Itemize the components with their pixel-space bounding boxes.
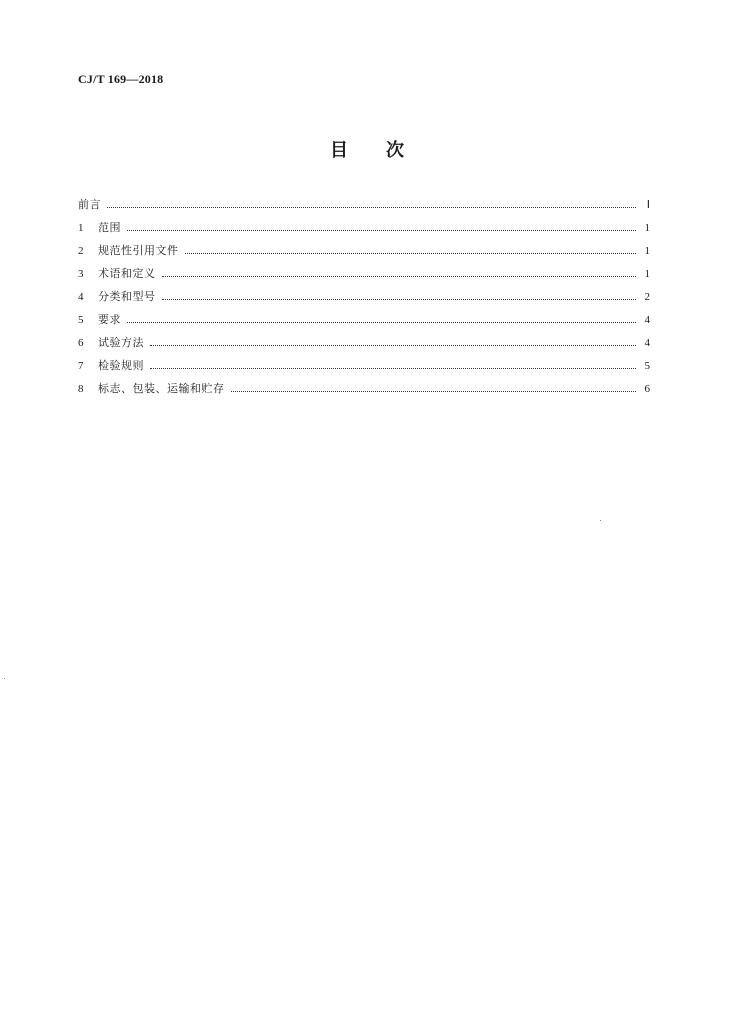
scan-speck xyxy=(4,678,5,679)
toc-leader-dots xyxy=(127,321,636,323)
toc-entry-number: 6 xyxy=(78,337,84,349)
toc-entry-page: 2 xyxy=(644,291,650,303)
toc-leader-dots xyxy=(107,206,636,208)
toc-entry-page: 4 xyxy=(644,314,650,326)
toc-title-char-2: 次 xyxy=(386,140,404,161)
toc-leader-dots xyxy=(150,344,636,346)
toc-entry-label: 前言 xyxy=(78,198,101,211)
toc-entry-number: 1 xyxy=(78,222,84,234)
toc-entry-2[interactable] xyxy=(78,242,650,265)
toc-entry-label: 规范性引用文件 xyxy=(98,244,179,257)
toc-entry-page: 1 xyxy=(644,268,650,280)
toc-entry-8[interactable] xyxy=(78,380,650,403)
toc-entry-label: 分类和型号 xyxy=(98,290,156,303)
toc-entry-page: 1 xyxy=(644,245,650,257)
toc-leader-dots xyxy=(185,252,637,254)
toc-entry-4[interactable] xyxy=(78,288,650,311)
toc-entry-page: 6 xyxy=(644,383,650,395)
toc-leader-dots xyxy=(162,298,637,300)
toc-entry-label: 要求 xyxy=(98,313,121,326)
toc-leader-dots xyxy=(231,390,637,392)
toc-entry-number: 8 xyxy=(78,383,84,395)
standard-code: CJ/T 169—2018 xyxy=(78,72,164,86)
toc-entry-3[interactable] xyxy=(78,265,650,288)
toc-leader-dots xyxy=(127,229,636,231)
toc-entry-page: 4 xyxy=(644,337,650,349)
toc-entry-label: 检验规则 xyxy=(98,359,144,372)
toc-entry-number: 5 xyxy=(78,314,84,326)
toc-title-char-1: 目 xyxy=(330,140,348,161)
toc-leader-dots xyxy=(150,367,636,369)
toc-title xyxy=(0,136,734,162)
toc-entry-number: 2 xyxy=(78,245,84,257)
toc-entry-page: Ⅰ xyxy=(646,199,650,211)
scan-speck xyxy=(600,520,601,521)
toc-entry-foreword[interactable] xyxy=(78,196,650,219)
toc-entry-label: 标志、包装、运输和贮存 xyxy=(98,382,225,395)
toc-entry-label: 术语和定义 xyxy=(98,267,156,280)
toc-entry-number: 7 xyxy=(78,360,84,372)
toc-entry-page: 5 xyxy=(644,360,650,372)
toc-entry-1[interactable] xyxy=(78,219,650,242)
toc-entry-5[interactable] xyxy=(78,311,650,334)
toc-entry-6[interactable] xyxy=(78,334,650,357)
toc-entry-7[interactable] xyxy=(78,357,650,380)
toc-entry-label: 试验方法 xyxy=(98,336,144,349)
table-of-contents xyxy=(78,196,650,403)
toc-entry-number: 3 xyxy=(78,268,84,280)
toc-entry-page: 1 xyxy=(644,222,650,234)
toc-leader-dots xyxy=(162,275,637,277)
toc-entry-label: 范围 xyxy=(98,221,121,234)
toc-entry-number: 4 xyxy=(78,291,84,303)
